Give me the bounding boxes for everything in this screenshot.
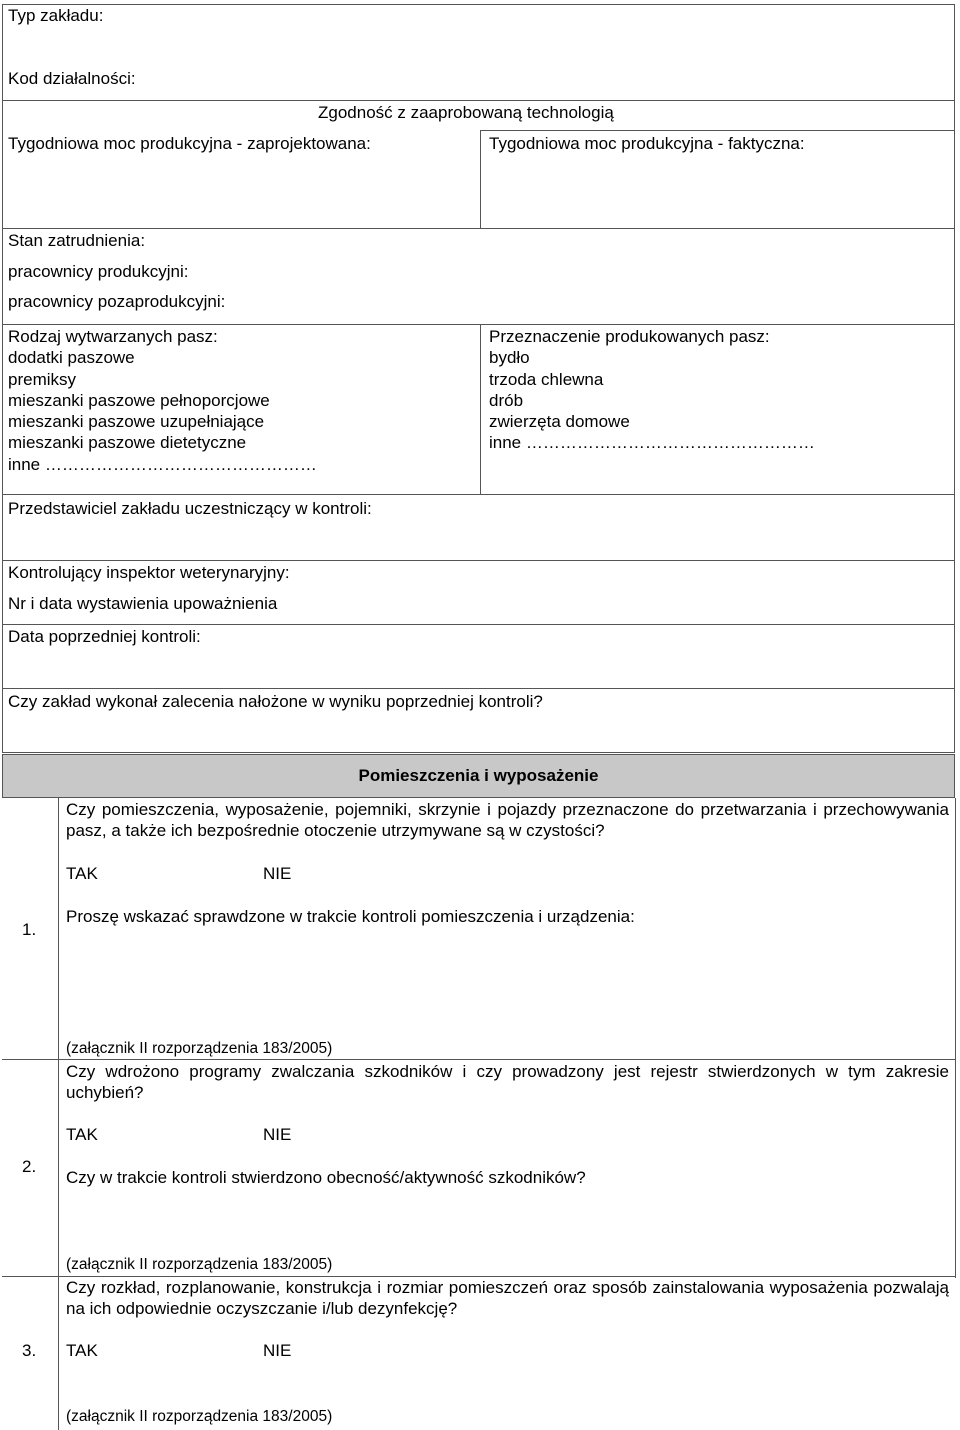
inspector-label: Kontrolujący inspektor weterynaryjny:: [8, 563, 290, 582]
divider: [2, 560, 955, 561]
feed-purpose-title: Przeznaczenie produkowanych pasz:: [489, 327, 770, 346]
divider: [2, 1059, 955, 1060]
divider: [2, 324, 955, 325]
no-option[interactable]: NIE: [263, 1125, 292, 1144]
yes-option[interactable]: TAK: [66, 1341, 98, 1360]
question-number: 3.: [22, 1341, 37, 1360]
authorization-label: Nr i data wystawienia upoważnienia: [8, 594, 278, 613]
section-header: [2, 754, 955, 798]
feed-purpose-item: zwierzęta domowe: [489, 412, 630, 432]
feed-type-item: inne …………………………………………: [8, 454, 317, 474]
feed-types-title: Rodzaj wytwarzanych pasz:: [8, 327, 218, 346]
divider: [480, 130, 481, 228]
feed-purpose-block: [489, 326, 815, 454]
employment-title: Stan zatrudnienia:: [8, 231, 146, 250]
feed-type-item: mieszanki paszowe pełnoporcjowe: [8, 390, 270, 410]
recommendations-question: Czy zakład wykonał zalecenia nałożone w wyniku poprzedniej kontroli?: [8, 692, 543, 711]
yes-option[interactable]: TAK: [66, 1125, 98, 1144]
feed-purpose-item: bydło: [489, 348, 530, 368]
feed-purpose-item: inne ……………………………………………: [489, 433, 815, 453]
divider: [2, 494, 955, 495]
no-option[interactable]: NIE: [263, 864, 292, 883]
feed-type-item: mieszanki paszowe uzupełniające: [8, 412, 265, 432]
question-text: Czy rozkład, rozplanowanie, konstrukcja i rozmiar pomieszczeń oraz sposób zainstalowania wyposażenia pozwalają na ich odpowiednie oczyszczanie i/lub dezynfekcję?: [66, 1278, 949, 1318]
production-workers-label: pracownicy produkcyjni:: [8, 262, 189, 281]
compliance-label: Zgodność z zaaprobowaną technologią: [318, 103, 614, 122]
question-text: Czy pomieszczenia, wyposażenie, pojemniki, skrzynie i pojazdy przeznaczone do przetwarzania i przechowywania pasz, a także ich bezpośrednie otoczenie utrzymywane są w czystości?: [66, 800, 949, 840]
section-title: Pomieszczenia i wyposażenie: [358, 766, 599, 785]
divider: [2, 100, 955, 101]
weekly-capacity-actual-label: Tygodniowa moc produkcyjna - faktyczna:: [489, 134, 805, 153]
divider: [2, 624, 955, 625]
divider: [2, 688, 955, 689]
question-number: 1.: [22, 920, 37, 939]
divider: [2, 228, 955, 229]
previous-inspection-label: Data poprzedniej kontroli:: [8, 627, 201, 646]
divider: [58, 798, 59, 1430]
question-number: 2.: [22, 1157, 37, 1176]
followup-question: Czy w trakcie kontroli stwierdzono obecność/aktywność szkodników?: [66, 1168, 586, 1187]
yes-option[interactable]: TAK: [66, 864, 98, 883]
plant-type-label: Typ zakładu:: [8, 6, 104, 25]
divider: [480, 130, 955, 131]
feed-type-item: premiksy: [8, 369, 77, 389]
legal-reference: (załącznik II rozporządzenia 183/2005): [66, 1256, 333, 1273]
feed-purpose-item: trzoda chlewna: [489, 369, 604, 389]
representative-label: Przedstawiciel zakładu uczestniczący w kontroli:: [8, 499, 372, 518]
weekly-capacity-designed-label: Tygodniowa moc produkcyjna - zaprojektowana:: [8, 134, 371, 153]
no-option[interactable]: NIE: [263, 1341, 292, 1360]
feed-type-item: mieszanki paszowe dietetyczne: [8, 433, 247, 453]
followup-question: Proszę wskazać sprawdzone w trakcie kontroli pomieszczenia i urządzenia:: [66, 907, 635, 926]
feed-type-item: dodatki paszowe: [8, 348, 135, 368]
legal-reference: (załącznik II rozporządzenia 183/2005): [66, 1040, 333, 1057]
feed-types-block: [8, 326, 317, 475]
activity-code-label: Kod działalności:: [8, 69, 136, 88]
non-production-workers-label: pracownicy pozaprodukcyjni:: [8, 292, 226, 311]
divider: [480, 324, 481, 494]
question-text: Czy wdrożono programy zwalczania szkodników i czy prowadzony jest rejestr stwierdzonych w tym zakresie uchybień?: [66, 1062, 949, 1102]
divider: [955, 798, 956, 1278]
feed-purpose-item: drób: [489, 390, 524, 410]
legal-reference: (załącznik II rozporządzenia 183/2005): [66, 1408, 333, 1425]
